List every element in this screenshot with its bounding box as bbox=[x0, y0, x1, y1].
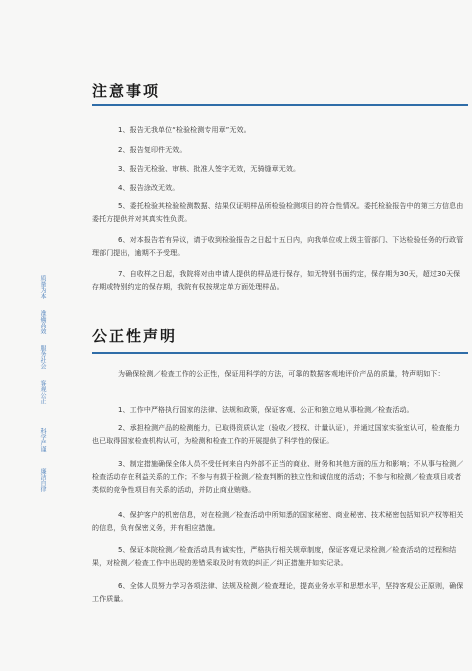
statement-item-5: 5、保证本院检测／检查活动具有诚实性，严格执行相关规章制度，保证客观记录检测／检查活动的过程和结果，对检测／检查工作中出现的差错采取及时有效的纠正／纠正措施并如实记录。 bbox=[92, 546, 457, 567]
sidebar-tag-3: 服务社会 bbox=[39, 345, 46, 369]
statement-intro: 为确保检测／检查工作的公正性，保证用科学的方法，可靠的数据客观地评价产品的质量，特声明如下： bbox=[118, 370, 445, 378]
notice-title-rule bbox=[92, 104, 468, 106]
notice-item-4: 4、报告涂改无效。 bbox=[118, 184, 180, 192]
sidebar-tag-2: 准确高效 bbox=[39, 310, 46, 334]
statement-item-4: 4、保护客户的机密信息，对在检测／检查活动中所知悉的国家秘密、商业秘密、技术秘密包括知识产权等相关的信息，负有保密义务，并有相应措施。 bbox=[92, 511, 464, 532]
notice-item-7: 7、自收样之日起，我院将对由申请人提供的样品进行保存，如无特别书面约定，保存期为30天，超过30天保存期或特别约定的保存期，我院有权按规定单方面处理样品。 bbox=[92, 270, 461, 291]
notice-item-1: 1、报告无我单位“检验检测专用章”无效。 bbox=[118, 126, 251, 134]
notice-item-6: 6、对本报告若有异议，请于收到检验报告之日起十五日内，向我单位或上级主管部门、下达检验任务的行政管理部门提出，逾期不予受理。 bbox=[92, 236, 464, 257]
notice-item-2: 2、报告复印件无效。 bbox=[118, 146, 187, 154]
statement-title: 公正性声明 bbox=[92, 327, 178, 345]
statement-title-rule bbox=[92, 352, 468, 354]
sidebar-tag-5: 科学严谨 bbox=[39, 428, 46, 452]
sidebar-tag-4: 客观公正 bbox=[39, 380, 46, 404]
notice-title: 注意事项 bbox=[92, 82, 161, 100]
statement-item-3: 3、制定措施确保全体人员不受任何来自内外部不正当的商业、财务和其他方面的压力和影响；不从事与检测／检查活动存在利益关系的工作；不参与有损于检测／检查判断的独立性和诚信度的活动；不参与和检测／检查项目或者类似的竞争性项目有关系的活动，并防止商业贿赂。 bbox=[92, 460, 464, 494]
notice-item-3: 3、报告无检验、审核、批准人签字无效，无骑缝章无效。 bbox=[118, 165, 301, 173]
notice-item-5: 5、委托检验其检验检测数据、结果仅证明样品所检验检测项目的符合性情况。委托检验报告中的第三方信息由委托方提供并对其真实性负责。 bbox=[92, 202, 464, 223]
sidebar-tag-1: 质量为本 bbox=[39, 275, 46, 299]
statement-item-1: 1、工作中严格执行国家的法律、法规和政策，保证客观、公正和独立地从事检测／检查活动。 bbox=[118, 406, 414, 414]
sidebar-tag-6: 廉洁自律 bbox=[39, 468, 46, 492]
statement-item-6: 6、全体人员努力学习各项法律、法规及检测／检查理论，提高业务水平和思想水平，坚持客观公正原则，确保工作质量。 bbox=[92, 582, 464, 603]
statement-item-2: 2、承担检测产品的检测能力，已取得资质认定（验收／授权、计量认证），并通过国家实验室认可，检查能力也已取得国家检查机构认可，为检测和检查工作的开展提供了科学性的保证。 bbox=[92, 424, 460, 445]
